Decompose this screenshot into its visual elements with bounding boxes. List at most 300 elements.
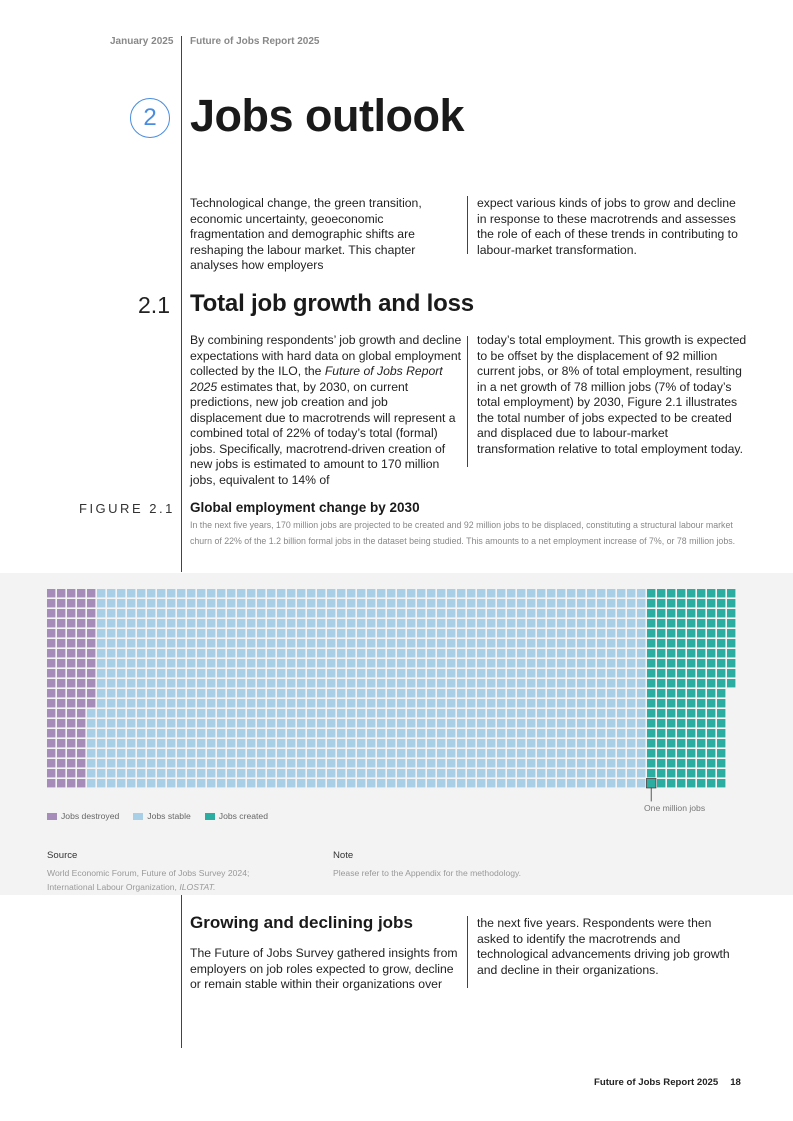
waffle-cell-jobs-stable: [227, 609, 235, 617]
waffle-cell-jobs-stable: [627, 769, 635, 777]
waffle-cell-jobs-stable: [217, 679, 225, 687]
waffle-cell-jobs-created: [647, 779, 655, 787]
waffle-cell-jobs-stable: [107, 749, 115, 757]
waffle-cell-jobs-stable: [97, 759, 105, 767]
waffle-cell-jobs-stable: [97, 619, 105, 627]
waffle-cell-jobs-created: [697, 689, 705, 697]
waffle-cell-jobs-created: [727, 599, 735, 607]
unit-label: One million jobs: [644, 803, 706, 813]
waffle-cell-jobs-stable: [277, 759, 285, 767]
waffle-cell-jobs-stable: [197, 709, 205, 717]
waffle-cell-jobs-stable: [417, 599, 425, 607]
waffle-cell-jobs-stable: [127, 729, 135, 737]
waffle-cell-jobs-stable: [447, 599, 455, 607]
waffle-cell-jobs-stable: [257, 759, 265, 767]
waffle-cell-jobs-stable: [537, 669, 545, 677]
waffle-cell-jobs-stable: [447, 639, 455, 647]
waffle-cell-jobs-destroyed: [47, 739, 55, 747]
waffle-cell-jobs-stable: [437, 619, 445, 627]
waffle-cell-jobs-stable: [567, 629, 575, 637]
waffle-cell-jobs-stable: [327, 679, 335, 687]
waffle-cell-jobs-stable: [437, 739, 445, 747]
waffle-cell-jobs-stable: [117, 759, 125, 767]
waffle-cell-jobs-stable: [617, 699, 625, 707]
waffle-cell-jobs-stable: [447, 589, 455, 597]
waffle-cell-jobs-destroyed: [77, 629, 85, 637]
waffle-cell-jobs-stable: [507, 589, 515, 597]
waffle-cell-jobs-stable: [617, 759, 625, 767]
waffle-cell-jobs-stable: [497, 779, 505, 787]
waffle-cell-jobs-created: [717, 599, 725, 607]
waffle-cell-jobs-created: [667, 759, 675, 767]
waffle-cell-jobs-stable: [527, 639, 535, 647]
waffle-cell-jobs-stable: [307, 729, 315, 737]
waffle-cell-jobs-stable: [277, 639, 285, 647]
waffle-cell-jobs-stable: [217, 629, 225, 637]
waffle-cell-jobs-stable: [267, 629, 275, 637]
waffle-cell-jobs-stable: [237, 689, 245, 697]
waffle-cell-jobs-stable: [237, 599, 245, 607]
waffle-cell-jobs-stable: [557, 739, 565, 747]
waffle-cell-jobs-stable: [337, 689, 345, 697]
waffle-cell-jobs-stable: [307, 689, 315, 697]
waffle-cell-jobs-stable: [347, 699, 355, 707]
waffle-cell-jobs-stable: [487, 769, 495, 777]
waffle-cell-jobs-stable: [427, 639, 435, 647]
waffle-cell-jobs-created: [647, 739, 655, 747]
waffle-cell-jobs-created: [657, 749, 665, 757]
waffle-cell-jobs-stable: [337, 779, 345, 787]
waffle-cell-jobs-destroyed: [57, 589, 65, 597]
waffle-cell-jobs-stable: [507, 649, 515, 657]
waffle-cell-jobs-stable: [427, 599, 435, 607]
waffle-cell-jobs-stable: [87, 759, 95, 767]
waffle-cell-jobs-stable: [147, 619, 155, 627]
waffle-cell-jobs-stable: [197, 649, 205, 657]
waffle-cell-jobs-stable: [637, 629, 645, 637]
waffle-cell-jobs-stable: [307, 599, 315, 607]
waffle-cell-jobs-stable: [507, 639, 515, 647]
waffle-cell-jobs-stable: [457, 709, 465, 717]
waffle-cell-jobs-stable: [587, 679, 595, 687]
waffle-cell-jobs-stable: [517, 709, 525, 717]
waffle-cell-jobs-destroyed: [67, 669, 75, 677]
waffle-cell-jobs-stable: [387, 689, 395, 697]
waffle-cell-jobs-stable: [617, 659, 625, 667]
waffle-cell-jobs-stable: [127, 719, 135, 727]
waffle-cell-jobs-stable: [587, 779, 595, 787]
waffle-cell-jobs-stable: [347, 619, 355, 627]
waffle-cell-jobs-created: [657, 599, 665, 607]
waffle-cell-jobs-stable: [447, 669, 455, 677]
waffle-cell-jobs-created: [667, 679, 675, 687]
waffle-cell-jobs-stable: [317, 709, 325, 717]
waffle-cell-jobs-stable: [247, 679, 255, 687]
waffle-cell-jobs-created: [647, 649, 655, 657]
waffle-cell-jobs-stable: [627, 669, 635, 677]
waffle-cell-jobs-stable: [467, 599, 475, 607]
waffle-cell-jobs-stable: [277, 669, 285, 677]
waffle-cell-jobs-destroyed: [67, 679, 75, 687]
waffle-cell-jobs-stable: [597, 749, 605, 757]
waffle-cell-jobs-stable: [537, 589, 545, 597]
waffle-cell-jobs-created: [647, 729, 655, 737]
waffle-cell-jobs-created: [707, 729, 715, 737]
waffle-cell-jobs-destroyed: [47, 619, 55, 627]
waffle-cell-jobs-stable: [297, 649, 305, 657]
waffle-cell-jobs-stable: [607, 639, 615, 647]
waffle-cell-jobs-stable: [127, 599, 135, 607]
waffle-cell-jobs-stable: [627, 719, 635, 727]
subsection-text-2: the next five years. Respondents were then asked to identify the macrotrends and technological advancements driving job growth and decline in their organizations.: [477, 916, 730, 977]
waffle-cell-jobs-stable: [297, 739, 305, 747]
waffle-cell-jobs-stable: [417, 639, 425, 647]
waffle-cell-jobs-stable: [497, 619, 505, 627]
waffle-cell-jobs-stable: [547, 649, 555, 657]
waffle-cell-jobs-stable: [127, 709, 135, 717]
waffle-cell-jobs-stable: [207, 689, 215, 697]
waffle-cell-jobs-stable: [517, 649, 525, 657]
waffle-cell-jobs-stable: [207, 659, 215, 667]
waffle-cell-jobs-stable: [357, 659, 365, 667]
waffle-cell-jobs-stable: [627, 709, 635, 717]
waffle-cell-jobs-stable: [397, 689, 405, 697]
waffle-cell-jobs-destroyed: [67, 709, 75, 717]
waffle-cell-jobs-stable: [137, 769, 145, 777]
waffle-cell-jobs-stable: [167, 779, 175, 787]
waffle-cell-jobs-stable: [397, 649, 405, 657]
waffle-cell-jobs-stable: [167, 709, 175, 717]
waffle-cell-jobs-stable: [97, 699, 105, 707]
waffle-cell-jobs-stable: [537, 679, 545, 687]
waffle-cell-jobs-destroyed: [47, 759, 55, 767]
waffle-cell-jobs-created: [657, 709, 665, 717]
waffle-cell-jobs-created: [687, 709, 695, 717]
waffle-cell-jobs-stable: [617, 749, 625, 757]
waffle-cell-jobs-stable: [617, 609, 625, 617]
waffle-cell-jobs-stable: [217, 619, 225, 627]
waffle-cell-jobs-stable: [267, 649, 275, 657]
waffle-cell-jobs-stable: [327, 629, 335, 637]
waffle-cell-jobs-stable: [137, 689, 145, 697]
waffle-cell-jobs-stable: [297, 759, 305, 767]
waffle-cell-jobs-stable: [307, 679, 315, 687]
waffle-cell-jobs-created: [677, 759, 685, 767]
waffle-cell-jobs-stable: [617, 739, 625, 747]
waffle-cell-jobs-destroyed: [77, 679, 85, 687]
waffle-cell-jobs-stable: [407, 619, 415, 627]
waffle-cell-jobs-stable: [347, 609, 355, 617]
waffle-cell-jobs-stable: [577, 609, 585, 617]
waffle-cell-jobs-stable: [117, 619, 125, 627]
waffle-cell-jobs-stable: [457, 639, 465, 647]
waffle-cell-jobs-stable: [587, 609, 595, 617]
waffle-cell-jobs-stable: [487, 719, 495, 727]
waffle-cell-jobs-stable: [417, 619, 425, 627]
waffle-cell-jobs-stable: [437, 769, 445, 777]
waffle-cell-jobs-stable: [577, 629, 585, 637]
waffle-cell-jobs-stable: [437, 659, 445, 667]
waffle-cell-jobs-created: [717, 669, 725, 677]
waffle-cell-jobs-destroyed: [47, 639, 55, 647]
waffle-cell-jobs-created: [647, 769, 655, 777]
waffle-cell-jobs-stable: [337, 729, 345, 737]
waffle-cell-jobs-stable: [127, 649, 135, 657]
waffle-cell-jobs-created: [667, 769, 675, 777]
waffle-cell-jobs-stable: [107, 689, 115, 697]
waffle-cell-jobs-stable: [367, 599, 375, 607]
waffle-cell-jobs-created: [687, 739, 695, 747]
waffle-cell-jobs-stable: [387, 709, 395, 717]
waffle-cell-jobs-stable: [587, 639, 595, 647]
waffle-cell-jobs-destroyed: [87, 649, 95, 657]
waffle-cell-jobs-stable: [347, 749, 355, 757]
waffle-cell-jobs-stable: [587, 719, 595, 727]
waffle-cell-jobs-stable: [137, 699, 145, 707]
waffle-cell-jobs-stable: [127, 669, 135, 677]
waffle-cell-jobs-stable: [187, 779, 195, 787]
waffle-cell-jobs-destroyed: [57, 759, 65, 767]
waffle-cell-jobs-stable: [407, 659, 415, 667]
waffle-cell-jobs-stable: [577, 739, 585, 747]
legend-label-stable: Jobs stable: [147, 811, 191, 821]
waffle-cell-jobs-created: [667, 669, 675, 677]
waffle-cell-jobs-stable: [637, 659, 645, 667]
waffle-cell-jobs-stable: [287, 639, 295, 647]
waffle-cell-jobs-stable: [97, 589, 105, 597]
waffle-cell-jobs-destroyed: [57, 669, 65, 677]
waffle-cell-jobs-stable: [127, 659, 135, 667]
waffle-cell-jobs-stable: [327, 639, 335, 647]
waffle-cell-jobs-stable: [407, 649, 415, 657]
figure-title: Global employment change by 2030: [190, 500, 420, 515]
margin-rule-bottom: [181, 895, 182, 1048]
waffle-cell-jobs-stable: [267, 599, 275, 607]
waffle-cell-jobs-destroyed: [47, 679, 55, 687]
waffle-cell-jobs-stable: [487, 629, 495, 637]
waffle-cell-jobs-stable: [197, 639, 205, 647]
waffle-cell-jobs-stable: [467, 609, 475, 617]
waffle-cell-jobs-stable: [347, 629, 355, 637]
waffle-cell-jobs-stable: [467, 589, 475, 597]
waffle-cell-jobs-stable: [557, 699, 565, 707]
waffle-cell-jobs-stable: [587, 769, 595, 777]
waffle-cell-jobs-created: [727, 679, 735, 687]
waffle-cell-jobs-stable: [97, 629, 105, 637]
waffle-cell-jobs-stable: [577, 619, 585, 627]
waffle-cell-jobs-stable: [367, 709, 375, 717]
waffle-cell-jobs-stable: [467, 779, 475, 787]
waffle-cell-jobs-stable: [267, 759, 275, 767]
waffle-cell-jobs-stable: [257, 619, 265, 627]
waffle-cell-jobs-stable: [97, 659, 105, 667]
footer-report-title: Future of Jobs Report 2025: [594, 1077, 719, 1088]
waffle-cell-jobs-stable: [97, 769, 105, 777]
waffle-cell-jobs-stable: [277, 689, 285, 697]
waffle-cell-jobs-stable: [227, 759, 235, 767]
waffle-cell-jobs-stable: [177, 589, 185, 597]
waffle-cell-jobs-stable: [417, 739, 425, 747]
waffle-cell-jobs-stable: [157, 629, 165, 637]
waffle-cell-jobs-stable: [347, 779, 355, 787]
waffle-cell-jobs-created: [707, 589, 715, 597]
waffle-cell-jobs-destroyed: [47, 699, 55, 707]
waffle-cell-jobs-stable: [287, 769, 295, 777]
waffle-cell-jobs-stable: [297, 609, 305, 617]
waffle-cell-jobs-stable: [227, 699, 235, 707]
waffle-cell-jobs-stable: [457, 649, 465, 657]
column-rule: [467, 336, 468, 467]
waffle-cell-jobs-stable: [477, 609, 485, 617]
waffle-cell-jobs-stable: [577, 589, 585, 597]
waffle-cell-jobs-stable: [527, 679, 535, 687]
waffle-cell-jobs-stable: [137, 669, 145, 677]
waffle-cell-jobs-stable: [487, 759, 495, 767]
waffle-cell-jobs-stable: [527, 699, 535, 707]
waffle-cell-jobs-stable: [427, 759, 435, 767]
waffle-cell-jobs-destroyed: [87, 699, 95, 707]
waffle-cell-jobs-stable: [437, 599, 445, 607]
waffle-cell-jobs-stable: [517, 629, 525, 637]
waffle-cell-jobs-stable: [607, 759, 615, 767]
waffle-cell-jobs-stable: [617, 649, 625, 657]
waffle-cell-jobs-stable: [577, 779, 585, 787]
waffle-cell-jobs-stable: [217, 689, 225, 697]
waffle-cell-jobs-stable: [567, 639, 575, 647]
waffle-cell-jobs-stable: [417, 749, 425, 757]
waffle-cell-jobs-stable: [387, 589, 395, 597]
waffle-cell-jobs-stable: [237, 709, 245, 717]
waffle-cell-jobs-stable: [257, 599, 265, 607]
waffle-cell-jobs-stable: [337, 629, 345, 637]
waffle-cell-jobs-stable: [457, 609, 465, 617]
waffle-cell-jobs-stable: [577, 679, 585, 687]
waffle-cell-jobs-stable: [277, 779, 285, 787]
waffle-cell-jobs-stable: [407, 639, 415, 647]
waffle-cell-jobs-stable: [487, 699, 495, 707]
waffle-cell-jobs-stable: [387, 619, 395, 627]
waffle-cell-jobs-stable: [577, 659, 585, 667]
waffle-cell-jobs-stable: [127, 679, 135, 687]
waffle-cell-jobs-created: [667, 729, 675, 737]
waffle-cell-jobs-created: [687, 619, 695, 627]
waffle-cell-jobs-created: [647, 699, 655, 707]
waffle-cell-jobs-stable: [147, 779, 155, 787]
waffle-cell-jobs-stable: [177, 719, 185, 727]
waffle-cell-jobs-stable: [387, 609, 395, 617]
waffle-cell-jobs-stable: [297, 639, 305, 647]
waffle-cell-jobs-stable: [117, 709, 125, 717]
waffle-cell-jobs-stable: [507, 759, 515, 767]
waffle-cell-jobs-stable: [397, 779, 405, 787]
waffle-cell-jobs-destroyed: [77, 719, 85, 727]
waffle-cell-jobs-stable: [537, 689, 545, 697]
waffle-cell-jobs-stable: [157, 649, 165, 657]
waffle-cell-jobs-stable: [397, 639, 405, 647]
waffle-cell-jobs-stable: [517, 689, 525, 697]
waffle-cell-jobs-stable: [177, 599, 185, 607]
waffle-cell-jobs-stable: [227, 719, 235, 727]
subsection-column-2: [477, 916, 747, 978]
waffle-cell-jobs-stable: [87, 749, 95, 757]
waffle-cell-jobs-stable: [237, 729, 245, 737]
waffle-cell-jobs-created: [697, 779, 705, 787]
waffle-cell-jobs-stable: [87, 779, 95, 787]
waffle-cell-jobs-stable: [307, 759, 315, 767]
waffle-cell-jobs-stable: [497, 599, 505, 607]
waffle-cell-jobs-stable: [517, 679, 525, 687]
waffle-cell-jobs-stable: [317, 749, 325, 757]
waffle-cell-jobs-stable: [377, 649, 385, 657]
waffle-cell-jobs-stable: [137, 679, 145, 687]
waffle-cell-jobs-stable: [307, 609, 315, 617]
waffle-cell-jobs-stable: [587, 619, 595, 627]
waffle-cell-jobs-stable: [87, 769, 95, 777]
waffle-cell-jobs-stable: [417, 699, 425, 707]
waffle-cell-jobs-destroyed: [57, 779, 65, 787]
waffle-cell-jobs-stable: [127, 619, 135, 627]
waffle-cell-jobs-created: [677, 669, 685, 677]
waffle-cell-jobs-stable: [137, 619, 145, 627]
waffle-cell-jobs-stable: [357, 719, 365, 727]
waffle-cell-jobs-stable: [617, 679, 625, 687]
waffle-cell-jobs-destroyed: [67, 619, 75, 627]
waffle-cell-jobs-stable: [207, 759, 215, 767]
waffle-cell-jobs-stable: [227, 709, 235, 717]
waffle-cell-jobs-stable: [517, 609, 525, 617]
waffle-cell-jobs-created: [667, 599, 675, 607]
waffle-cell-jobs-stable: [167, 749, 175, 757]
waffle-cell-jobs-stable: [417, 669, 425, 677]
waffle-cell-jobs-stable: [407, 609, 415, 617]
waffle-cell-jobs-destroyed: [57, 699, 65, 707]
waffle-cell-jobs-stable: [547, 729, 555, 737]
waffle-cell-jobs-stable: [497, 629, 505, 637]
waffle-cell-jobs-stable: [307, 629, 315, 637]
waffle-cell-jobs-stable: [387, 669, 395, 677]
waffle-cell-jobs-stable: [507, 629, 515, 637]
waffle-cell-jobs-stable: [247, 669, 255, 677]
waffle-cell-jobs-stable: [437, 689, 445, 697]
waffle-cell-jobs-stable: [607, 619, 615, 627]
waffle-cell-jobs-stable: [317, 599, 325, 607]
waffle-cell-jobs-stable: [267, 769, 275, 777]
waffle-cell-jobs-created: [707, 759, 715, 767]
waffle-cell-jobs-stable: [487, 749, 495, 757]
waffle-cell-jobs-created: [667, 659, 675, 667]
waffle-cell-jobs-stable: [247, 779, 255, 787]
waffle-cell-jobs-stable: [457, 679, 465, 687]
waffle-cell-jobs-stable: [427, 619, 435, 627]
waffle-cell-jobs-created: [687, 679, 695, 687]
waffle-cell-jobs-stable: [387, 759, 395, 767]
waffle-cell-jobs-stable: [437, 709, 445, 717]
waffle-cell-jobs-stable: [127, 759, 135, 767]
waffle-cell-jobs-stable: [507, 619, 515, 627]
waffle-cell-jobs-stable: [247, 599, 255, 607]
waffle-cell-jobs-destroyed: [77, 589, 85, 597]
waffle-cell-jobs-stable: [567, 699, 575, 707]
waffle-cell-jobs-stable: [527, 749, 535, 757]
waffle-cell-jobs-stable: [517, 719, 525, 727]
waffle-cell-jobs-stable: [637, 769, 645, 777]
waffle-cell-jobs-stable: [207, 649, 215, 657]
waffle-cell-jobs-stable: [357, 649, 365, 657]
waffle-cell-jobs-stable: [287, 759, 295, 767]
waffle-cell-jobs-stable: [217, 729, 225, 737]
waffle-cell-jobs-stable: [147, 719, 155, 727]
waffle-cell-jobs-stable: [597, 649, 605, 657]
